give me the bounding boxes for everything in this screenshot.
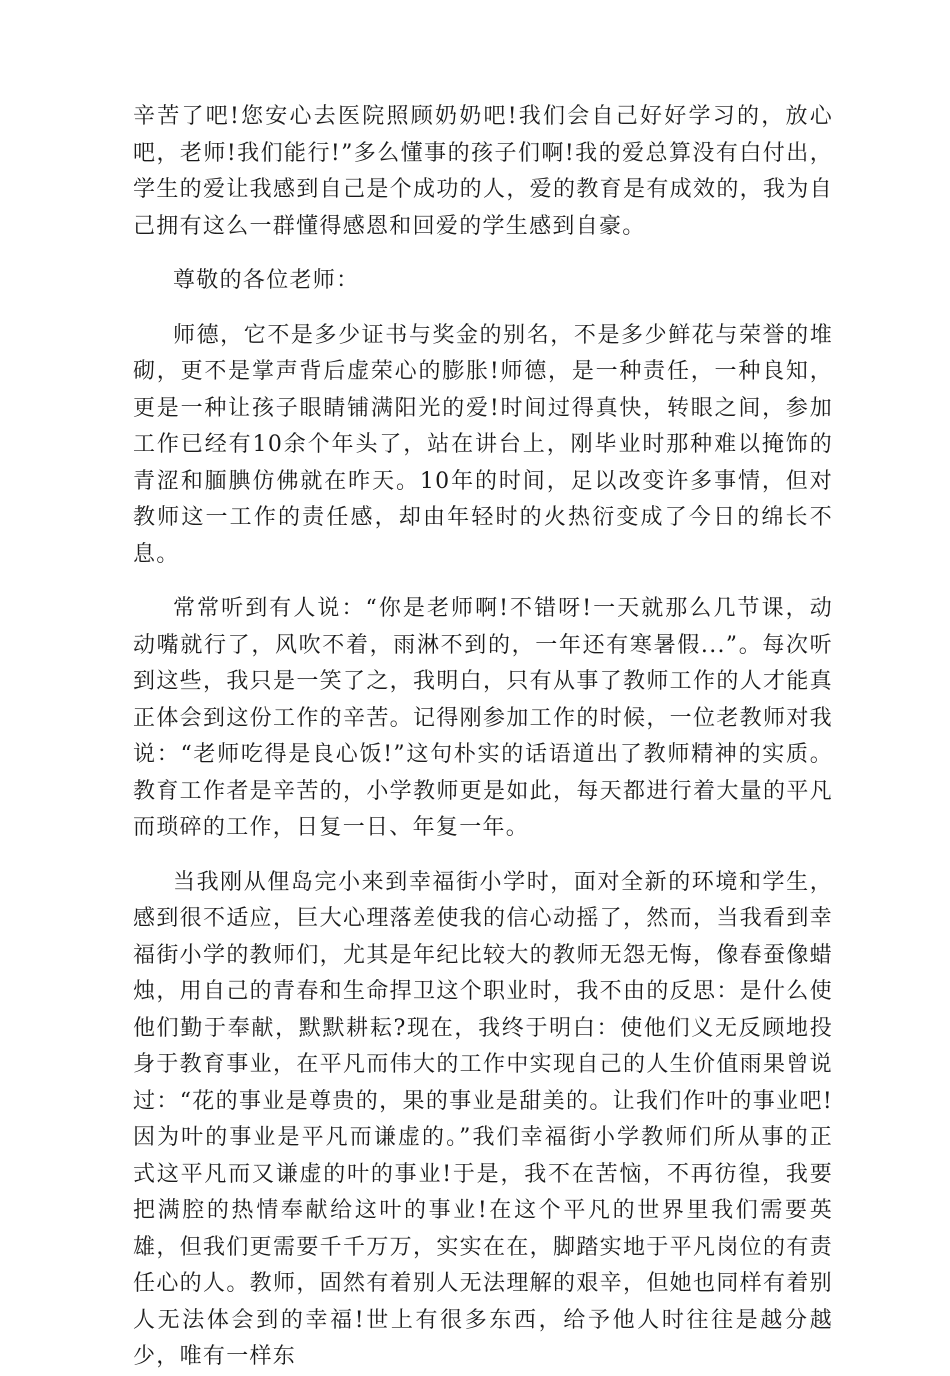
paragraph-salutation: 尊敬的各位老师： xyxy=(173,268,360,293)
document-page xyxy=(133,99,833,1376)
paragraph-teacher-ethics: 师德，它不是多少证书与奖金的别名，不是多少鲜花与荣誉的堆砌，更不是掌声背后虚荣心的膨胀!师德，是一种责任，一种良知，更是一种让孩子眼睛铺满阳光的爱!时间过得真快，转眼之间，参加工作已经有10余个年头了，站在讲台上，刚毕业时那种难以掩饰的青涩和腼腆仿佛就在昨天。10年的时间，足以改变许多事情，但对教师这一工作的责任感，却由年轻时的火热衍变成了今日的绵长不息。 xyxy=(133,322,833,567)
paragraph-dedication: 当我刚从俚岛完小来到幸福街小学时，面对全新的环境和学生，感到很不适应，巨大心理落差使我的信心动摇了，然而，当我看到幸福街小学的教师们，尤其是年纪比较大的教师无怨无悔，像春蚕像蜡烛，用自己的青春和生命捍卫这个职业时，我不由的反思：是什么使他们勤于奉献，默默耕耘?现在，我终于明白：使他们义无反顾地投身于教育事业，在平凡而伟大的工作中实现自己的人生价值雨果曾说过：“花的事业是尊贵的，果的事业是甜美的。让我们作叶的事业吧!因为叶的事业是平凡而谦虚的。”我们幸福街小学教师们所从事的正式这平凡而又谦虚的叶的事业!于是，我不在苦恼，不再彷徨，我要把满腔的热情奉献给这叶的事业!在这个平凡的世界里我们需要英雄，但我们更需要千千万万，实实在在，脚踏实地于平凡岗位的有责任心的人。教师，固然有着别人无法理解的艰辛，但她也同样有着别人无法体会到的幸福!世上有很多东西，给予他人时往往是越分越少，唯有一样东 xyxy=(133,869,833,1369)
paragraph-hard-work: 常常听到有人说：“你是老师啊!不错呀!一天就那么几节课，动动嘴就行了，风吹不着，雨淋不到的，一年还有寒暑假...”。每次听到这些，我只是一笑了之，我明白，只有从事了教师工作的人才能真正体会到这份工作的辛苦。记得刚参加工作的时候，一位老教师对我说：“老师吃得是良心饭!”这句朴实的话语道出了教师精神的实质。教育工作者是辛苦的，小学教师更是如此，每天都进行着大量的平凡而琐碎的工作，日复一日、年复一年。 xyxy=(133,596,833,840)
paragraph-continuation: 辛苦了吧!您安心去医院照顾奶奶吧!我们会自己好好学习的，放心吧，老师!我们能行!”多么懂事的孩子们啊!我的爱总算没有白付出，学生的爱让我感到自己是个成功的人，爱的教育是有成效的，我为自己拥有这么一群懂得感恩和回爱的学生感到自豪。 xyxy=(133,104,833,239)
